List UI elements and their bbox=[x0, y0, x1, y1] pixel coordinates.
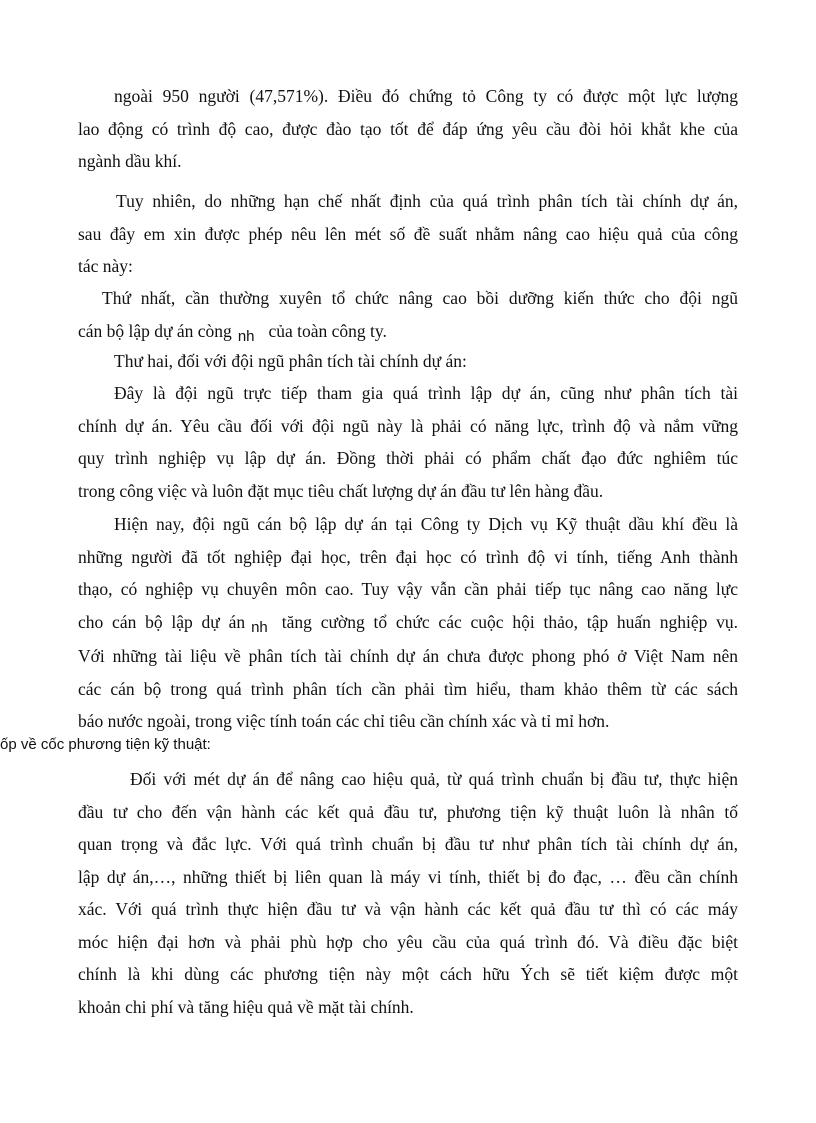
paragraph-workforce bbox=[78, 80, 738, 178]
text-line: lập dự án,…, những thiết bị liên quan là máy vi tính, thiết bị đo đạc, … đều cần chính bbox=[78, 866, 738, 887]
text-segment: tăng cường tổ chức các cuộc hội thảo, tập huấn nghiệp vụ. bbox=[281, 611, 738, 632]
paragraph-technical-means bbox=[78, 763, 738, 1023]
section-heading-truncated: ốp về cốc phương tiện kỹ thuật: bbox=[0, 736, 211, 753]
text-line: khoản chi phí và tăng hiệu quả về mặt tài chính. bbox=[78, 996, 414, 1017]
text-line: xác. Với quá trình thực hiện đầu tư và vận hành các kết quả đầu tư thì có các máy bbox=[78, 899, 738, 919]
text-line-with-fragment bbox=[78, 606, 738, 641]
text-line: ngành dầu khí. bbox=[78, 151, 182, 171]
text-line: thạo, có nghiệp vụ chuyên môn cao. Tuy vậy vẫn cần phải tiếp tục nâng cao năng lực bbox=[78, 579, 738, 599]
paragraph-proposals-intro bbox=[78, 185, 738, 283]
text-fragment: nh bbox=[251, 618, 268, 636]
text-line: Đây là đội ngũ trực tiếp tham gia quá trình lập dự án, cũng như phân tích tài bbox=[114, 383, 738, 403]
text-line: Với những tài liệu về phân tích tài chính dự án chưa được phong phó ở Việt Nam nên bbox=[78, 646, 738, 666]
text-segment: cho cán bộ lập dự án bbox=[78, 611, 246, 632]
text-line: quan trọng và đắc lực. Với quá trình chuẩn bị đầu tư như phân tích tài chính dự án, bbox=[78, 834, 738, 854]
text-segment: của toàn công ty. bbox=[268, 320, 387, 341]
text-line: đầu tư cho đến vận hành các kết quả đầu tư, phương tiện kỹ thuật luôn là nhân tố bbox=[78, 801, 738, 822]
text-line: móc hiện đại hơn và phải phù hợp cho yêu cầu của quá trình đó. Và điều đặc biệt bbox=[78, 931, 738, 952]
paragraph-second-proposal-heading bbox=[78, 345, 738, 378]
paragraph-analysis-team bbox=[78, 377, 738, 507]
paragraph-current-staff bbox=[78, 508, 738, 738]
text-line: lao động có trình độ cao, được đào tạo tốt để đáp ứng yêu cầu đòi hỏi khắt khe của bbox=[78, 118, 738, 139]
text-line: Thứ nhất, cần thường xuyên tổ chức nâng cao bồi dưỡng kiến thức cho đội ngũ bbox=[102, 288, 738, 308]
text-line: Hiện nay, đội ngũ cán bộ lập dự án tại Công ty Dịch vụ Kỹ thuật dầu khí đều là bbox=[114, 514, 738, 534]
text-fragment: nh bbox=[237, 327, 255, 345]
text-segment: cán bộ lập dự án còng bbox=[78, 320, 232, 341]
text-line: sau đây em xin được phép nêu lên mét số đề suất nhằm nâng cao hiệu quả của công bbox=[78, 223, 738, 244]
text-line: ngoài 950 người (47,571%). Điều đó chứng tỏ Công ty có được một lực lượng bbox=[114, 86, 738, 106]
text-line: tác này: bbox=[78, 256, 133, 276]
text-line-with-fragment bbox=[78, 315, 738, 350]
text-line: những người đã tốt nghiệp đại học, trên đại học có trình độ vi tính, tiếng Anh thành bbox=[78, 546, 738, 567]
text-line: chính là khi dùng các phương tiện này một cách hữu Ých sẽ tiết kiệm được một bbox=[78, 964, 738, 984]
text-line: chính dự án. Yêu cầu đối với đội ngũ này là phải có năng lực, trình độ và nắm vững bbox=[78, 415, 738, 436]
text-line: Thư hai, đối với đội ngũ phân tích tài chính dự án: bbox=[114, 351, 467, 371]
text-line: quy trình nghiệp vụ lập dự án. Đồng thời phải có phẩm chất đạo đức nghiêm túc bbox=[78, 448, 738, 468]
text-line: trong công việc và luôn đặt mục tiêu chất lượng dự án đầu tư lên hàng đầu. bbox=[78, 480, 604, 501]
text-line: Tuy nhiên, do những hạn chế nhất định của quá trình phân tích tài chính dự án, bbox=[116, 191, 738, 211]
text-line: báo nước ngoài, trong việc tính toán các chỉ tiêu cần chính xác và tỉ mỉ hơn. bbox=[78, 711, 610, 731]
paragraph-first-proposal bbox=[78, 282, 738, 349]
text-line: các cán bộ trong quá trình phân tích cần phải tìm hiểu, tham khảo thêm từ các sách bbox=[78, 678, 738, 699]
text-line: Đối với mét dự án để nâng cao hiệu quả, từ quá trình chuẩn bị đầu tư, thực hiện bbox=[130, 769, 738, 789]
